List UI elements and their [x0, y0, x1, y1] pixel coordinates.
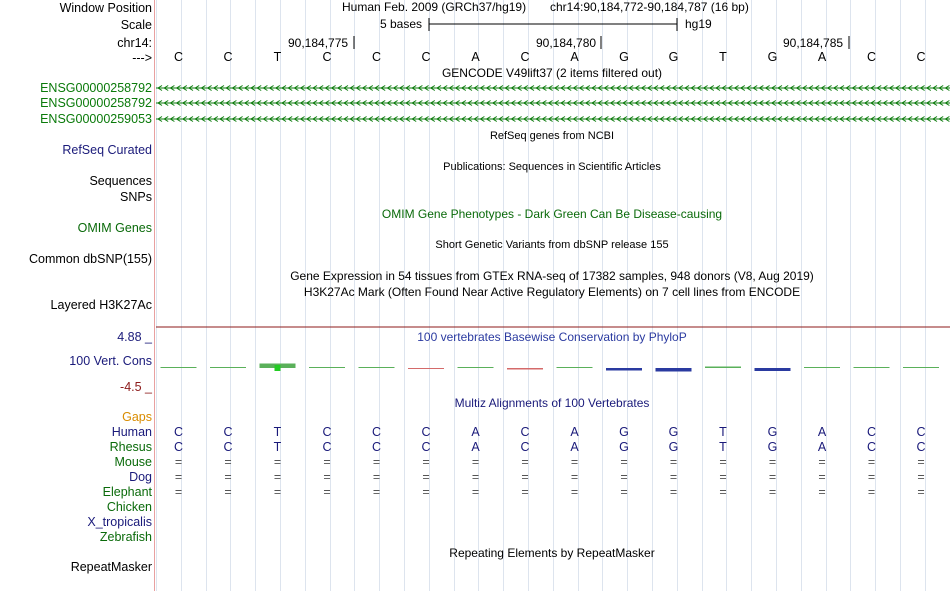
- alignment-base: A: [570, 440, 579, 454]
- alignment-base: =: [224, 455, 232, 469]
- alignment-base: =: [620, 485, 628, 499]
- alignment-base: G: [767, 440, 778, 454]
- alignment-base: C: [223, 440, 233, 454]
- phylop-track-title[interactable]: 100 vertebrates Basewise Conservation by PhyloP: [417, 330, 687, 344]
- species-label: Dog: [129, 470, 152, 484]
- alignment-base: =: [867, 455, 876, 469]
- alignment-base: =: [174, 455, 183, 469]
- phylop-bar: [804, 367, 840, 368]
- alignment-base: C: [916, 440, 926, 454]
- pubs-track-title[interactable]: Publications: Sequences in Scientific Articles: [443, 161, 661, 173]
- phylop-bar: [755, 368, 791, 371]
- alignment-base: =: [521, 485, 529, 499]
- alignment-base: T: [273, 440, 282, 454]
- dbsnp-label[interactable]: Common dbSNP(155): [29, 252, 152, 266]
- alignment-base: =: [818, 470, 826, 484]
- phylop-bar: [606, 368, 642, 371]
- alignment-base: =: [768, 455, 777, 469]
- snps-label[interactable]: SNPs: [120, 190, 152, 204]
- alignment-base: =: [323, 470, 331, 484]
- phylop-point: [275, 365, 281, 371]
- alignment-base: C: [322, 425, 332, 439]
- phylop-bar: [408, 368, 444, 369]
- base-letter: A: [471, 50, 480, 64]
- alignment-base: A: [570, 425, 579, 439]
- base-letter: C: [173, 50, 184, 64]
- alignment-base: =: [521, 470, 529, 484]
- repeat-track-title[interactable]: Repeating Elements by RepeatMasker: [449, 546, 655, 560]
- phylop-bar: [656, 368, 692, 372]
- base-letter: A: [570, 50, 579, 64]
- alignment-base: =: [768, 470, 777, 484]
- base-letter: C: [916, 50, 926, 64]
- base-letter: C: [866, 50, 877, 64]
- phylop-min: -4.5 _: [120, 380, 152, 394]
- alignment-base: C: [421, 425, 431, 439]
- coord-tick-2: 90,184,780: [536, 36, 597, 50]
- alignment-base: =: [917, 485, 925, 499]
- db-name: hg19: [685, 17, 712, 31]
- alignment-base: =: [273, 485, 282, 499]
- alignment-base: C: [520, 440, 530, 454]
- alignment-base: =: [372, 470, 381, 484]
- gencode-track-title[interactable]: GENCODE V49lift37 (2 items filtered out): [441, 66, 663, 80]
- alignment-base: =: [422, 455, 430, 469]
- alignment-base: =: [372, 455, 381, 469]
- base-letter: A: [817, 50, 827, 64]
- alignment-base: =: [917, 470, 925, 484]
- gaps-label: Gaps: [122, 410, 152, 424]
- alignment-base: =: [323, 485, 331, 499]
- species-label: Human: [111, 425, 152, 439]
- sequences-label[interactable]: Sequences: [89, 174, 152, 188]
- chrom-label: chr14:: [117, 36, 152, 50]
- alignment-base: =: [818, 485, 826, 499]
- alignment-base: =: [719, 455, 727, 469]
- species-label: X_tropicalis: [87, 515, 152, 529]
- alignment-base: C: [173, 425, 184, 439]
- alignment-base: =: [669, 470, 678, 484]
- alignment-base: A: [471, 425, 480, 439]
- base-letter: C: [223, 50, 233, 64]
- alignment-base: T: [719, 425, 727, 439]
- phylop-bar: [161, 367, 197, 368]
- alignment-base: =: [917, 455, 925, 469]
- species-label: Chicken: [106, 500, 152, 514]
- alignment-base: C: [223, 425, 233, 439]
- repeat-label[interactable]: RepeatMasker: [70, 560, 152, 574]
- alignment-base: C: [520, 425, 530, 439]
- alignment-base: =: [719, 470, 727, 484]
- alignment-base: =: [570, 485, 579, 499]
- base-letter: G: [619, 50, 629, 64]
- base-letter: T: [719, 50, 727, 64]
- alignment-base: =: [471, 485, 480, 499]
- alignment-base: G: [668, 440, 679, 454]
- alignment-base: =: [422, 485, 430, 499]
- base-letter: T: [273, 50, 282, 64]
- alignment-base: =: [818, 455, 826, 469]
- alignment-base: C: [371, 425, 382, 439]
- alignment-base: =: [224, 485, 232, 499]
- species-label: Elephant: [102, 485, 152, 499]
- gene-label-2[interactable]: ENSG00000258792: [40, 96, 152, 110]
- alignment-base: =: [620, 470, 628, 484]
- refseq-track-title[interactable]: RefSeq genes from NCBI: [489, 130, 615, 142]
- phylop-max: 4.88 _: [117, 330, 152, 344]
- multiz-track-title[interactable]: Multiz Alignments of 100 Vertebrates: [454, 396, 650, 410]
- position-range: chr14:90,184,772-90,184,787 (16 bp): [550, 0, 749, 14]
- alignment-base: =: [867, 470, 876, 484]
- alignment-base: =: [323, 455, 331, 469]
- alignment-base: =: [867, 485, 876, 499]
- alignment-base: G: [619, 440, 629, 454]
- alignment-base: =: [620, 455, 628, 469]
- alignment-base: =: [669, 485, 678, 499]
- alignment-base: =: [570, 455, 579, 469]
- gtex-track-title[interactable]: Gene Expression in 54 tissues from GTEx RNA-seq of 17382 samples, 948 donors (V8, Aug 2019): [290, 269, 814, 283]
- base-letter: G: [668, 50, 679, 64]
- base-letter: C: [421, 50, 431, 64]
- phylop-bar: [557, 367, 593, 368]
- phylop-bar: [854, 367, 890, 368]
- alignment-base: =: [174, 470, 183, 484]
- alignment-base: =: [372, 485, 381, 499]
- window-position-label: Window Position: [59, 1, 152, 15]
- refseq-label[interactable]: RefSeq Curated: [62, 143, 152, 157]
- alignment-base: C: [916, 425, 926, 439]
- base-letter: G: [767, 50, 778, 64]
- alignment-base: =: [768, 485, 777, 499]
- alignment-base: =: [174, 485, 183, 499]
- coord-tick-1: 90,184,775: [288, 36, 349, 50]
- dbsnp-track-title[interactable]: Short Genetic Variants from dbSNP release 155: [435, 239, 669, 251]
- alignment-base: =: [521, 455, 529, 469]
- phylop-label[interactable]: 100 Vert. Cons: [69, 354, 152, 368]
- phylop-bar: [309, 367, 345, 368]
- scale-label: Scale: [120, 18, 152, 32]
- alignment-base: =: [570, 470, 579, 484]
- alignment-base: =: [273, 455, 282, 469]
- alignment-base: G: [767, 425, 778, 439]
- alignment-base: =: [719, 485, 727, 499]
- phylop-bar: [210, 367, 246, 368]
- alignment-base: A: [471, 440, 480, 454]
- species-label: Zebrafish: [99, 530, 152, 544]
- alignment-base: T: [719, 440, 727, 454]
- alignment-base: G: [668, 425, 679, 439]
- alignment-base: C: [173, 440, 184, 454]
- alignment-base: =: [273, 470, 282, 484]
- assembly-name: Human Feb. 2009 (GRCh37/hg19): [342, 0, 527, 14]
- h3k27-label[interactable]: Layered H3K27Ac: [50, 298, 152, 312]
- base-letter: C: [322, 50, 332, 64]
- gene-label-3[interactable]: ENSG00000259053: [40, 112, 152, 126]
- scale-text: 5 bases: [380, 17, 423, 31]
- alignment-base: A: [817, 425, 827, 439]
- alignment-base: C: [371, 440, 382, 454]
- omim-track-title[interactable]: OMIM Gene Phenotypes - Dark Green Can Be Disease-causing: [381, 207, 723, 221]
- coord-tick-3: 90,184,785: [783, 36, 844, 50]
- species-label: Rhesus: [109, 440, 152, 454]
- alignment-base: =: [471, 470, 480, 484]
- alignment-base: C: [322, 440, 332, 454]
- alignment-base: =: [471, 455, 480, 469]
- alignment-base: C: [866, 440, 877, 454]
- phylop-bar: [359, 367, 395, 368]
- alignment-base: G: [619, 425, 629, 439]
- base-letter: C: [371, 50, 382, 64]
- alignment-base: =: [224, 470, 232, 484]
- alignment-base: =: [669, 455, 678, 469]
- alignment-base: =: [422, 470, 430, 484]
- alignment-base: T: [273, 425, 282, 439]
- strand-label: --->: [132, 51, 152, 65]
- alignment-base: C: [866, 425, 877, 439]
- alignment-base: A: [817, 440, 827, 454]
- phylop-bar: [903, 367, 939, 368]
- omim-label[interactable]: OMIM Genes: [77, 221, 152, 235]
- base-letter: C: [520, 50, 530, 64]
- species-label: Mouse: [114, 455, 152, 469]
- phylop-bar: [705, 367, 741, 369]
- alignment-base: C: [421, 440, 431, 454]
- gene-label-1[interactable]: ENSG00000258792: [40, 81, 152, 95]
- phylop-bar: [458, 367, 494, 368]
- phylop-bar: [507, 368, 543, 370]
- h3k27-track-title[interactable]: H3K27Ac Mark (Often Found Near Active Regulatory Elements) on 7 cell lines from ENCODE: [303, 285, 801, 299]
